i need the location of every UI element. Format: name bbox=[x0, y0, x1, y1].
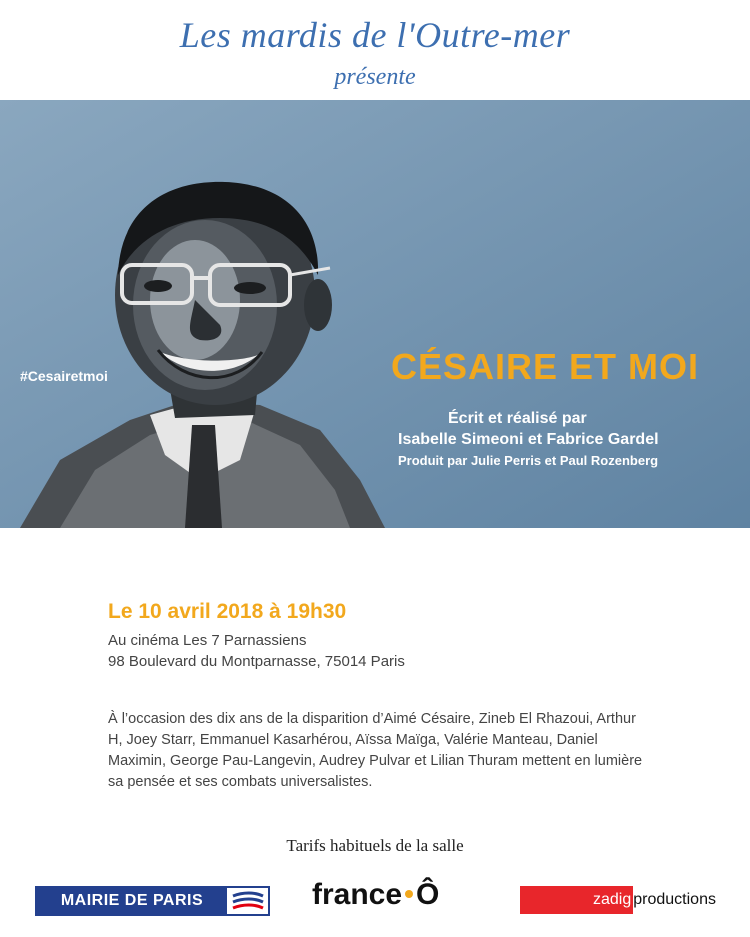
event-date: Le 10 avril 2018 à 19h30 bbox=[108, 600, 347, 623]
event-info bbox=[108, 600, 405, 674]
hashtag: #Cesairetmoi bbox=[20, 368, 108, 384]
event-address: 98 Boulevard du Montparnasse, 75014 Paris bbox=[108, 653, 405, 670]
pricing-note: Tarifs habituels de la salle bbox=[286, 836, 464, 855]
credits-directors: Isabelle Simeoni et Fabrice Gardel bbox=[398, 431, 659, 448]
film-banner bbox=[0, 100, 750, 528]
marianne-icon bbox=[229, 890, 265, 912]
zadig-productions-logo bbox=[520, 886, 716, 914]
film-title: CÉSAIRE ET MOI bbox=[391, 346, 700, 387]
dot-icon bbox=[405, 890, 413, 898]
credits-producers: Produit par Julie Perris et Paul Rozenberg bbox=[398, 453, 659, 468]
credits-written-label: Écrit et réalisé par bbox=[448, 410, 587, 427]
france-logo-text: france bbox=[312, 878, 403, 911]
series-title: Les mardis de l'Outre-mer bbox=[179, 15, 571, 55]
o-logo-text: Ô bbox=[416, 878, 440, 911]
event-description: À l’occasion des dix ans de la disparition d’Aimé Césaire, Zineb El Rhazoui, Arthur H, Joey Starr, Emmanuel Kasarhérou, Aïssa Maïga, Valérie Manteau, Daniel Maximin, George Pau-Langevin, Audrey Pulvar et Lilian Thuram mettent en lumière sa pensée et ses combats universalistes. bbox=[108, 711, 643, 790]
header bbox=[0, 0, 750, 100]
zadig-logo-text: zadig bbox=[520, 886, 633, 914]
event-venue: Au cinéma Les 7 Parnassiens bbox=[108, 632, 307, 649]
france-o-logo bbox=[312, 878, 439, 912]
presents-label: présente bbox=[334, 64, 416, 90]
mairie-de-paris-logo bbox=[35, 886, 270, 916]
productions-logo-text: productions bbox=[633, 891, 716, 908]
mairie-logo-text: MAIRIE DE PARIS bbox=[37, 888, 227, 914]
